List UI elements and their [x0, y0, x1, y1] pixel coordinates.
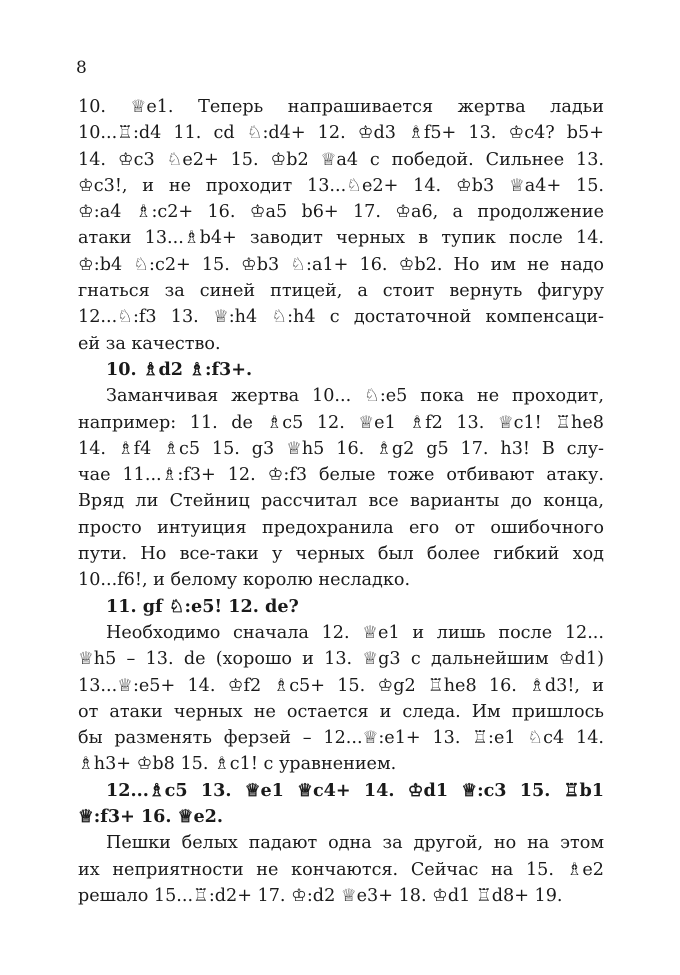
text-line: ♔:a4 ♗:c2+ 16. ♔a5 b6+ 17. ♔a6, а продолжение	[78, 202, 604, 223]
text-line: гнаться за синей птицей, а стоит вернуть фигуру	[78, 281, 604, 302]
text-line: от атаки черных не остается и следа. Им пришлось	[78, 701, 604, 722]
move-line	[78, 594, 604, 620]
text-line: ей за качество.	[78, 333, 221, 354]
text-line: ♔c3!, и не проходит 13...♘e2+ 14. ♔b3 ♕a4+ 15.	[78, 175, 604, 196]
text-line: ♕h5 – 13. de (хорошо и 13. ♕g3 с дальнейшим ♔d1)	[78, 649, 604, 670]
text-line: Необходимо сначала 12. ♕e1 и лишь после 12...	[106, 622, 604, 643]
text-line: просто интуиция предохранила его от ошибочного	[78, 517, 604, 538]
text-line: бы разменять ферзей – 12...♕:e1+ 13. ♖:e1 ♘c4 14.	[78, 728, 604, 749]
text-line: например: 11. de ♗c5 12. ♕e1 ♗f2 13. ♕c1! ♖he8	[78, 412, 604, 433]
commentary-paragraph	[78, 94, 604, 357]
text-line: Вряд ли Стейниц рассчитал все варианты до конца,	[78, 491, 604, 512]
text-line: 14. ♗f4 ♗c5 15. g3 ♕h5 16. ♗g2 g5 17. h3! В слу-	[78, 438, 604, 459]
text-line: ♕:f3+ 16. ♕e2.	[78, 806, 224, 828]
text-line: 10...♖:d4 11. cd ♘:d4+ 12. ♔d3 ♗f5+ 13. ♔c4? b5+	[78, 123, 604, 144]
text-line: их неприятности не кончаются. Сейчас на 15. ♗e2	[78, 859, 604, 880]
text-line: 10. ♗d2 ♗:f3+.	[106, 358, 253, 380]
move-line	[78, 778, 604, 831]
page-number: 8	[76, 58, 87, 78]
text-line: ♔:b4 ♘:c2+ 15. ♔b3 ♘:a1+ 16. ♔b2. Но им не надо	[78, 254, 604, 275]
text-line: пути. Но все-таки у черных был более гибкий ход	[78, 544, 604, 565]
commentary-paragraph	[78, 620, 604, 778]
text-line: 10. ♕e1. Теперь напрашивается жертва ладьи	[78, 97, 604, 117]
commentary-paragraph	[78, 830, 604, 909]
text-line: 10...f6!, и белому королю несладко.	[78, 570, 411, 591]
commentary-paragraph	[78, 383, 604, 593]
text-line: чае 11...♗:f3+ 12. ♔:f3 белые тоже отбивают атаку.	[78, 465, 604, 486]
text-line: 13...♕:e5+ 14. ♔f2 ♗c5+ 15. ♔g2 ♖he8 16. ♗d3!, и	[78, 675, 604, 696]
text-line: решало 15...♖:d2+ 17. ♔:d2 ♕e3+ 18. ♔d1 ♖d8+ 19.	[78, 885, 563, 906]
text-line: Заманчивая жертва 10... ♘:e5 пока не проходит,	[106, 386, 604, 407]
text-line: атаки 13...♗b4+ заводит черных в тупик после 14.	[78, 228, 604, 249]
text-line: Пешки белых падают одна за другой, но на этом	[106, 833, 604, 854]
text-body	[78, 94, 604, 909]
text-line: 14. ♔c3 ♘e2+ 15. ♔b2 ♕a4 с победой. Сильнее 13.	[78, 149, 604, 170]
text-line: 11. gf ♘:e5! 12. de?	[106, 595, 299, 617]
move-line	[78, 357, 604, 383]
text-line: ♗h3+ ♔b8 15. ♗c1! с уравнением.	[78, 754, 397, 775]
text-line: 12...♘:f3 13. ♕:h4 ♘:h4 с достаточной компенсаци-	[78, 307, 604, 328]
text-line: 12...♗c5 13. ♕e1 ♕c4+ 14. ♔d1 ♕:c3 15. ♖b1	[106, 779, 604, 801]
